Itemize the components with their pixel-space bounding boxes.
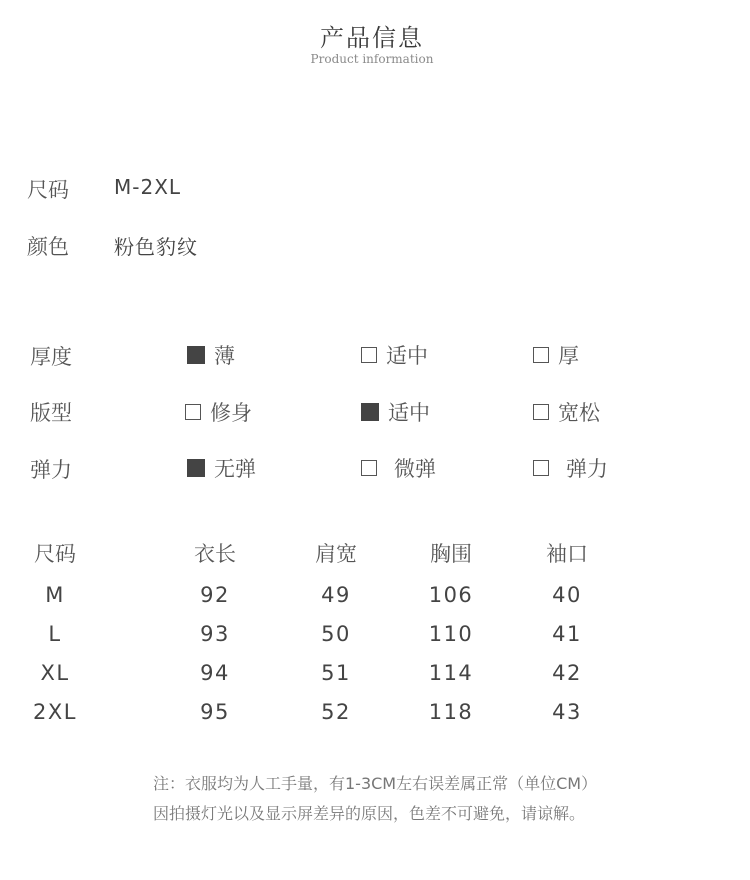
option-label: 微弹 [394,457,436,481]
fit-option-regular [361,397,430,427]
checkbox-icon [185,404,201,420]
thickness-option-thin [187,340,235,370]
table-cell: XL [40,661,70,685]
table-cell: 50 [321,622,351,646]
table-header-cell: 肩宽 [315,542,357,566]
table-cell: 110 [428,622,474,646]
elasticity-option-none [187,453,256,483]
color-disclaimer-note: 因拍摄灯光以及显示屏差异的原因，色差不可避免，请谅解。 [153,804,586,823]
color-label: 颜色 [27,235,69,259]
checkbox-icon [533,460,549,476]
elasticity-option-slight [361,453,436,483]
checkbox-icon [361,460,377,476]
option-label: 修身 [210,401,252,425]
table-cell: M [45,583,65,607]
table-cell: 106 [428,583,474,607]
table-cell: 42 [552,661,582,685]
table-header-cell: 尺码 [34,542,76,566]
measurement-note: 注：衣服均为人工手量，有1-3CM左右误差属正常（单位CM） [153,774,598,793]
thickness-label: 厚度 [30,345,72,369]
option-label: 厚 [558,344,579,368]
option-label: 薄 [214,344,235,368]
size-value: M-2XL [114,175,182,199]
size-label: 尺码 [27,178,69,202]
checkbox-icon [187,346,205,364]
table-cell: 114 [428,661,474,685]
fit-option-slim [185,397,252,427]
table-cell: 43 [552,700,582,724]
elasticity-label: 弹力 [30,458,72,482]
table-cell: 51 [321,661,351,685]
table-cell: 95 [200,700,230,724]
checkbox-icon [361,403,379,421]
color-value: 粉色豹纹 [114,235,198,259]
table-cell: 40 [552,583,582,607]
page-title: 产品信息 [320,24,424,52]
checkbox-icon [533,347,549,363]
table-header-cell: 袖口 [546,542,588,566]
table-cell: 2XL [33,700,77,724]
table-cell: 93 [200,622,230,646]
thickness-option-thick [533,340,579,370]
checkbox-icon [533,404,549,420]
table-header-cell: 胸围 [430,542,472,566]
elasticity-option-stretch [533,453,608,483]
option-label: 适中 [386,344,428,368]
table-cell: 118 [428,700,474,724]
option-label: 无弹 [214,457,256,481]
table-cell: 92 [200,583,230,607]
table-cell: 94 [200,661,230,685]
table-cell: 52 [321,700,351,724]
fit-label: 版型 [30,401,72,425]
table-cell: 49 [321,583,351,607]
page-subtitle: Product information [310,52,434,66]
option-label: 宽松 [558,401,600,425]
table-cell: 41 [552,622,582,646]
table-cell: L [48,622,62,646]
option-label: 弹力 [566,457,608,481]
option-label: 适中 [388,401,430,425]
fit-option-loose [533,397,600,427]
checkbox-icon [187,459,205,477]
checkbox-icon [361,347,377,363]
table-header-cell: 衣长 [194,542,236,566]
thickness-option-medium [361,340,428,370]
